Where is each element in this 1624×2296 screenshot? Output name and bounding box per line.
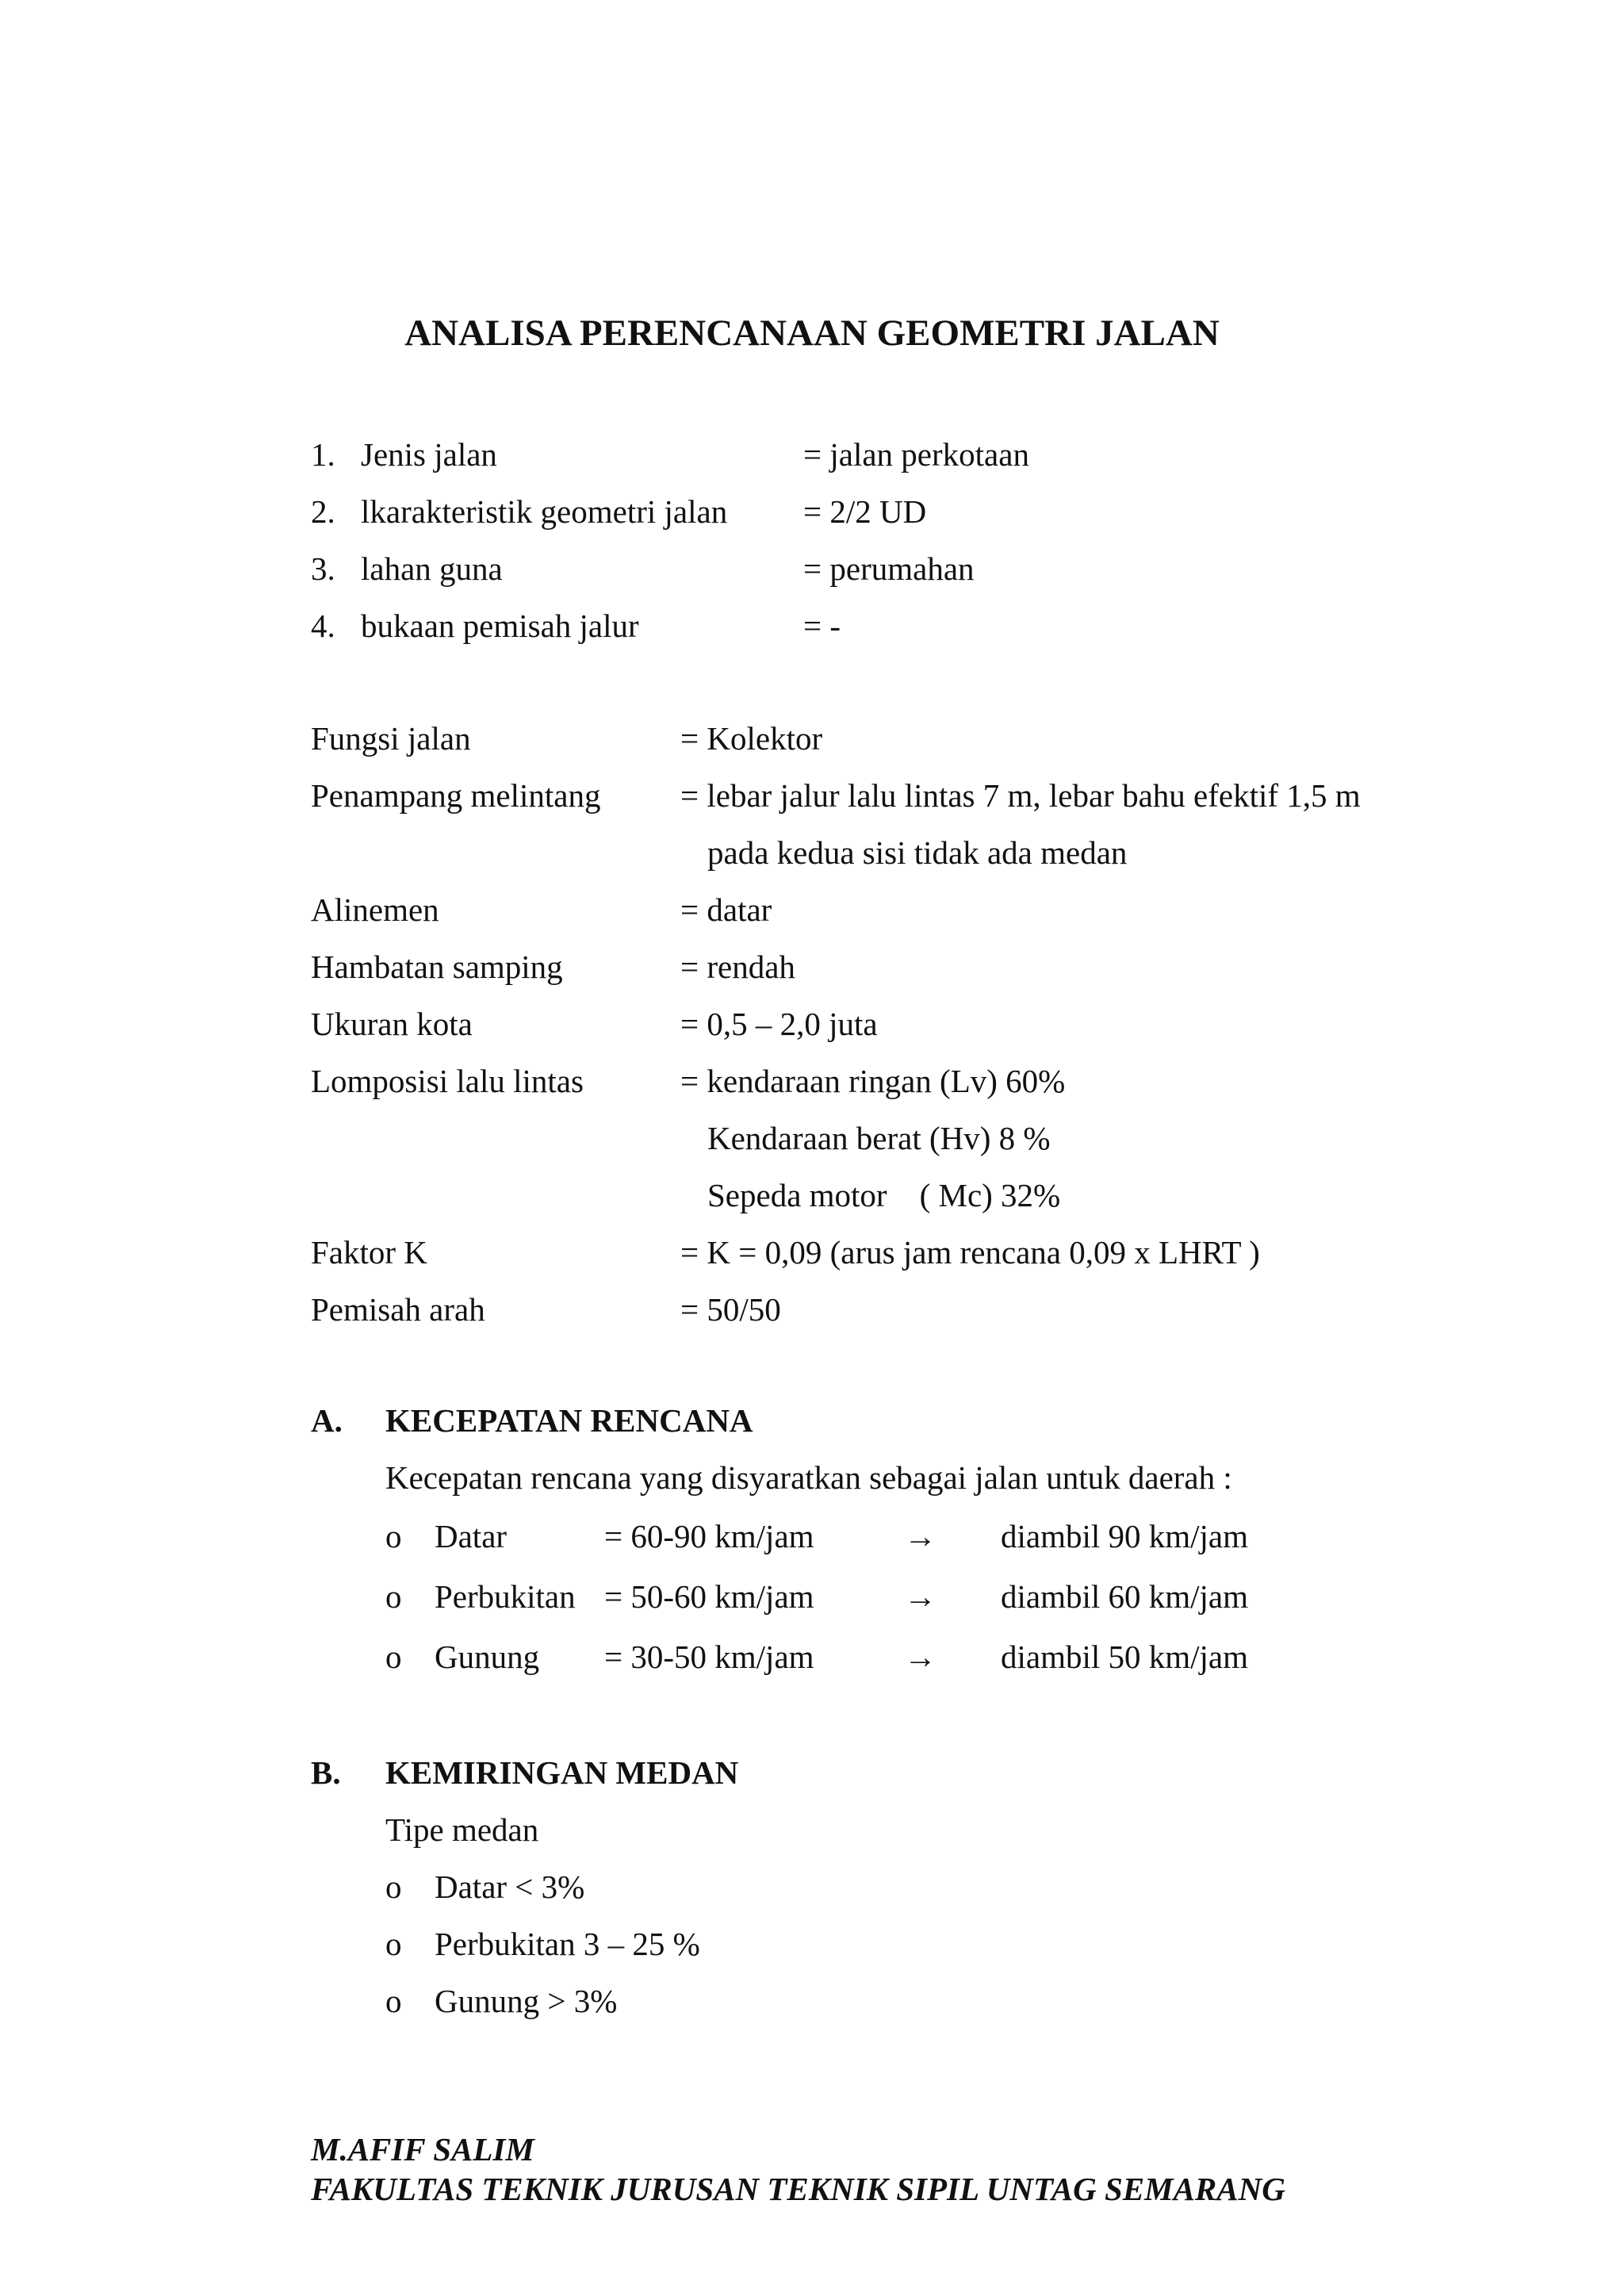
property-value: = 50/50: [680, 1291, 781, 1328]
footer-author: M.AFIF SALIM: [311, 2131, 534, 2168]
property-label: Pemisah arah: [311, 1291, 485, 1328]
property-value: = 0,5 – 2,0 juta: [680, 1006, 878, 1042]
property-label: Hambatan samping: [311, 949, 563, 985]
speed-taken: diambil 60 km/jam: [1001, 1578, 1249, 1615]
bullet-marker: o: [385, 1518, 402, 1554]
list-item-number: 2.: [311, 493, 335, 530]
list-item-value: = perumahan: [803, 550, 975, 587]
bullet-marker: o: [385, 1578, 402, 1615]
property-label: Lomposisi lalu lintas: [311, 1063, 584, 1099]
speed-taken: diambil 90 km/jam: [1001, 1518, 1249, 1554]
arrow-right-icon: →: [904, 1518, 936, 1554]
speed-range: = 30-50 km/jam: [604, 1639, 814, 1675]
speed-range: = 60-90 km/jam: [604, 1518, 814, 1554]
terrain-type: Perbukitan 3 – 25 %: [435, 1926, 700, 1962]
arrow-right-icon: →: [904, 1578, 936, 1615]
terrain-type: Datar < 3%: [435, 1869, 585, 1905]
property-label: Ukuran kota: [311, 1006, 473, 1042]
property-value-continued: pada kedua sisi tidak ada medan: [707, 834, 1128, 871]
terrain-type: Gunung > 3%: [435, 1983, 618, 2019]
bullet-marker: o: [385, 1983, 402, 2019]
terrain-name: Perbukitan: [435, 1578, 576, 1615]
speed-range: = 50-60 km/jam: [604, 1578, 814, 1615]
speed-taken: diambil 50 km/jam: [1001, 1639, 1249, 1675]
list-item-number: 3.: [311, 550, 335, 587]
section-b-heading: KEMIRINGAN MEDAN: [385, 1754, 739, 1791]
property-value: = K = 0,09 (arus jam rencana 0,09 x LHRT ): [680, 1234, 1260, 1271]
page-title: ANALISA PERENCANAAN GEOMETRI JALAN: [404, 312, 1220, 354]
terrain-name: Gunung: [435, 1639, 540, 1675]
section-a-heading: KECEPATAN RENCANA: [385, 1402, 753, 1439]
list-item-label: bukaan pemisah jalur: [361, 608, 639, 644]
section-b-letter: B.: [311, 1754, 341, 1791]
bullet-marker: o: [385, 1869, 402, 1905]
terrain-name: Datar: [435, 1518, 508, 1554]
property-value-continued: Kendaraan berat (Hv) 8 %: [707, 1120, 1051, 1156]
property-value: = kendaraan ringan (Lv) 60%: [680, 1063, 1066, 1099]
footer-institution: FAKULTAS TEKNIK JURUSAN TEKNIK SIPIL UNTAG SEMARANG: [311, 2171, 1285, 2207]
bullet-marker: o: [385, 1639, 402, 1675]
arrow-right-icon: →: [904, 1639, 936, 1675]
property-value-continued: Sepeda motor ( Mc) 32%: [707, 1177, 1061, 1213]
list-item-value: = jalan perkotaan: [803, 436, 1029, 473]
section-a-intro: Kecepatan rencana yang disyaratkan sebagai jalan untuk daerah :: [385, 1459, 1232, 1496]
property-value: = datar: [680, 891, 772, 928]
list-item-value: = 2/2 UD: [803, 493, 927, 530]
list-item-label: lkarakteristik geometri jalan: [361, 493, 728, 530]
list-item-label: Jenis jalan: [361, 436, 497, 473]
section-b-intro: Tipe medan: [385, 1811, 539, 1848]
list-item-label: lahan guna: [361, 550, 503, 587]
property-label: Alinemen: [311, 891, 439, 928]
list-item-number: 4.: [311, 608, 335, 644]
property-value: = lebar jalur lalu lintas 7 m, lebar bahu efektif 1,5 m: [680, 777, 1361, 814]
list-item-number: 1.: [311, 436, 335, 473]
property-value: = Kolektor: [680, 720, 823, 757]
list-item-value: = -: [803, 608, 841, 644]
bullet-marker: o: [385, 1926, 402, 1962]
property-label: Fungsi jalan: [311, 720, 471, 757]
section-a-letter: A.: [311, 1402, 343, 1439]
property-label: Penampang melintang: [311, 777, 601, 814]
property-label: Faktor K: [311, 1234, 427, 1271]
property-value: = rendah: [680, 949, 795, 985]
